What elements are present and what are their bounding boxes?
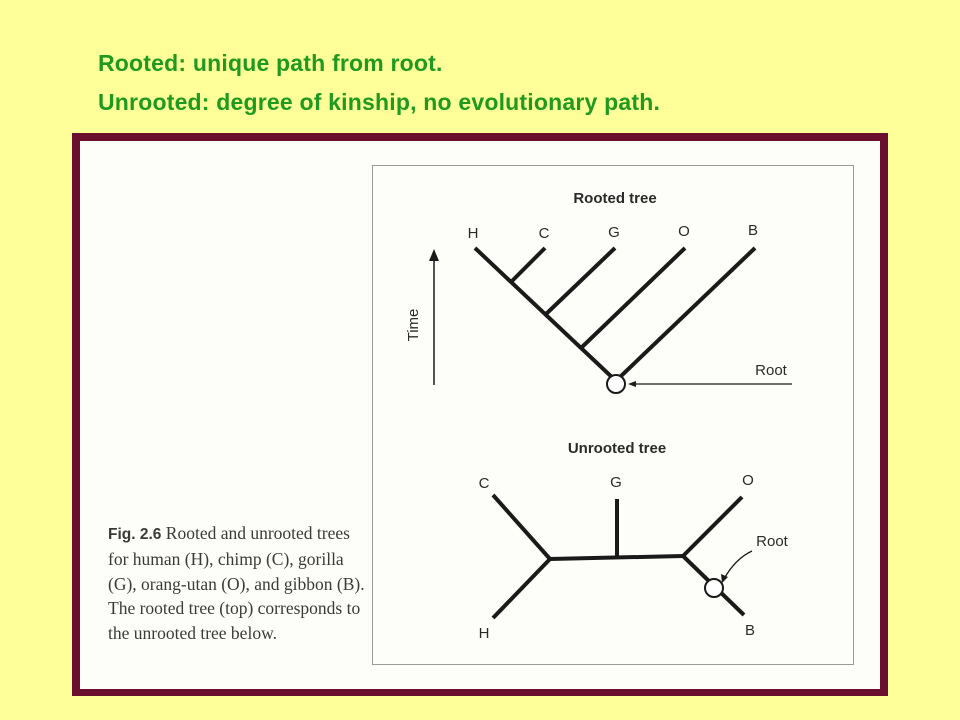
unrooted-root-node (705, 579, 723, 597)
rooted-leaf-o: O (678, 223, 690, 240)
unrooted-tree (493, 495, 744, 618)
rooted-leaf-g: G (608, 224, 620, 241)
unrooted-root-label: Root (756, 533, 788, 550)
scanned-page (80, 141, 880, 689)
rooted-root-node (607, 375, 625, 393)
rooted-root-arrowhead (628, 381, 636, 387)
rooted-leaf-h: H (467, 225, 479, 242)
unrooted-label-g: G (610, 474, 622, 491)
unrooted-label-b: B (744, 622, 756, 639)
time-axis-label: Time (405, 308, 422, 342)
rooted-branch-c (511, 248, 545, 282)
unrooted-label-c: C (478, 475, 490, 492)
rooted-leaf-b: B (747, 222, 759, 239)
unrooted-root-arrowhead (721, 574, 728, 583)
rooted-tree (475, 248, 755, 381)
caption-fig-label: Fig. 2.6 (108, 526, 162, 543)
rooted-leaf-c: C (538, 225, 550, 242)
unrooted-label-h: H (478, 625, 490, 642)
unrooted-root-pointer (724, 551, 752, 579)
unrooted-branch-h (493, 559, 550, 618)
unrooted-branch-c (493, 495, 550, 559)
time-arrow-head (429, 249, 439, 261)
figure-caption (108, 521, 368, 645)
unrooted-branch-o (683, 497, 742, 556)
rooted-branch-g (545, 248, 615, 315)
unrooted-label-o: O (742, 472, 754, 489)
rooted-tree-title: Rooted tree (573, 190, 657, 207)
caption-text: Rooted and unrooted trees for human (H), chimp (C), gorilla (G), orang-utan (O), and gibbon (B). The rooted tree (top) corresponds to the unrooted tree below. (108, 523, 365, 643)
rooted-root-label: Root (755, 362, 787, 379)
heading-line-2: Unrooted: degree of kinship, no evolutionary path. (98, 89, 661, 115)
unrooted-tree-title: Unrooted tree (567, 440, 667, 457)
rooted-branch-b (620, 248, 755, 377)
heading-line-1: Rooted: unique path from root. (98, 50, 443, 76)
